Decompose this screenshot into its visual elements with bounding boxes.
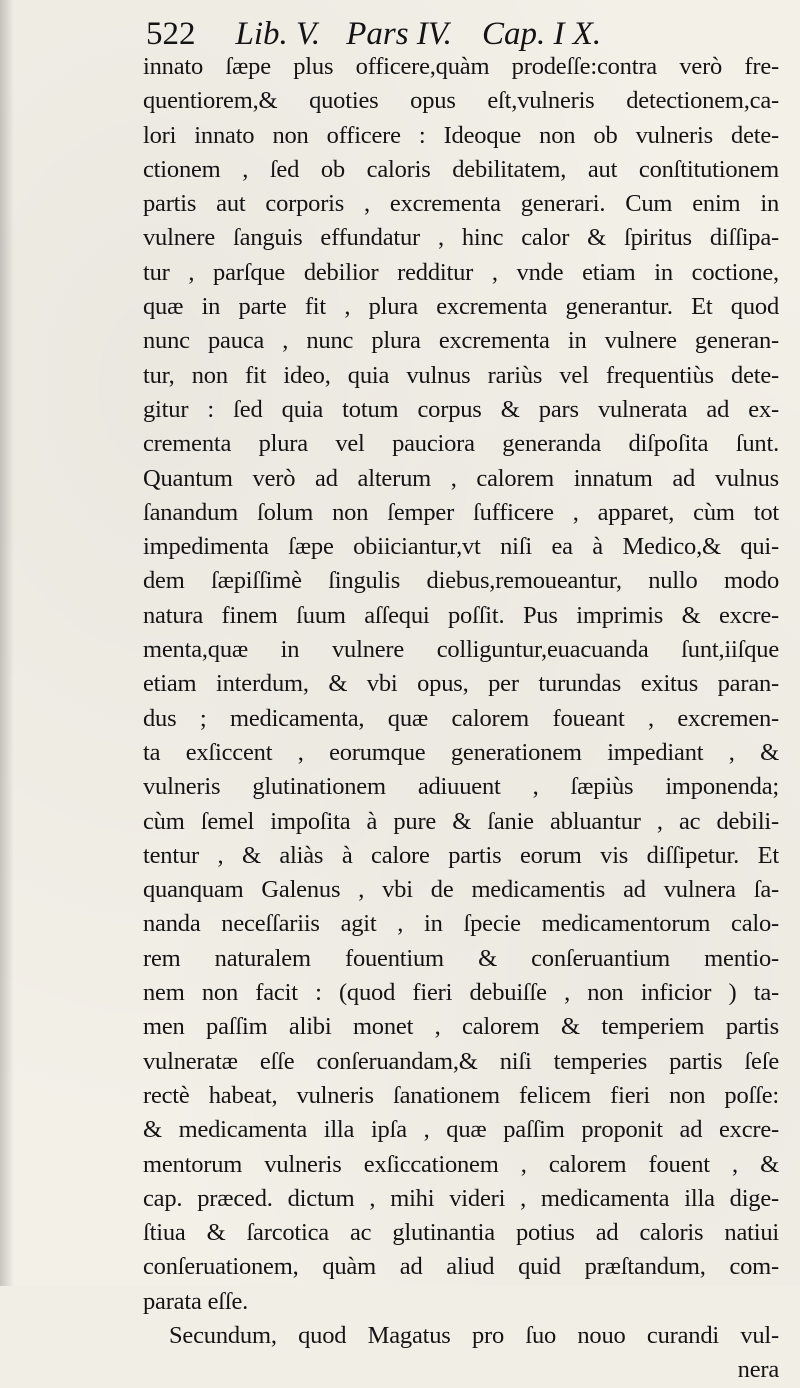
text-line: men paſſim alibi monet , calorem & temperiem partis	[143, 1013, 779, 1041]
text-line: ctionem , ſed ob caloris debilitatem, aut conſtitutionem	[143, 155, 779, 183]
text-line: dem ſæpiſſimè ſingulis diebus,remoueantur, nullo modo	[143, 567, 779, 595]
text-line: partis aut corporis , excrementa generari. Cum enim in	[143, 190, 779, 218]
text-line: impedimenta ſæpe obiiciantur,vt niſi ea à Medico,& qui-	[143, 533, 779, 561]
text-line: cap. præced. dictum , mihi videri , medicamenta illa dige-	[143, 1184, 779, 1212]
text-line: tentur , & aliàs à calore partis eorum vis diſſipetur. Et	[143, 841, 779, 869]
text-line: natura finem ſuum aſſequi poſſit. Pus imprimis & excre-	[143, 601, 779, 629]
body-text	[143, 50, 779, 1388]
text-line: vulnere ſanguis effundatur , hinc calor & ſpiritus diſſipa-	[143, 224, 779, 252]
text-line: nanda neceſſariis agit , in ſpecie medicamentorum calo-	[143, 910, 779, 938]
paragraph-start-line: Secundum, quod Magatus pro ſuo nouo curandi vul-	[169, 1321, 779, 1349]
text-line: lori innato non officere : Ideoque non ob vulneris dete-	[143, 121, 779, 149]
text-line: quanquam Galenus , vbi de medicamentis ad vulnera ſa-	[143, 876, 779, 904]
text-line: etiam interdum, & vbi opus, per turundas exitus paran-	[143, 670, 779, 698]
header-chapter: Cap. I X.	[481, 16, 602, 52]
text-line: quentiorem,& quoties opus eſt,vulneris detectionem,ca-	[143, 87, 779, 115]
catchword: nera	[737, 1356, 779, 1384]
text-line: ſtiua & ſarcotica ac glutinantia potius ad caloris natiui	[143, 1219, 779, 1247]
text-line: vulneris glutinationem adiuuent , ſæpiùs imponenda;	[143, 773, 779, 801]
text-line: quæ in parte fit , plura excrementa generantur. Et quod	[143, 293, 779, 321]
running-header	[146, 14, 601, 54]
text-line: mentorum vulneris exſiccationem , calorem fouent , &	[143, 1150, 779, 1178]
text-line: ta exſiccent , eorumque generationem impediant , &	[143, 738, 779, 766]
paragraph-end-line: parata eſſe.	[143, 1287, 249, 1315]
text-line: ſanandum ſolum non ſemper ſufficere , apparet, cùm tot	[143, 498, 779, 526]
page-number: 522	[146, 16, 196, 52]
text-line: Quantum verò ad alterum , calorem innatum ad vulnus	[143, 464, 779, 492]
binding-gutter-shadow	[0, 0, 14, 1286]
text-line: conſeruationem, quàm ad aliud quid præſtandum, com-	[143, 1253, 779, 1281]
text-line: cùm ſemel impoſita à pure & ſanie abluantur , ac debili-	[143, 807, 779, 835]
text-line: innato ſæpe plus officere,quàm prodeſſe:contra verò fre-	[143, 53, 779, 80]
text-line: menta,quæ in vulnere colliguntur,euacuanda ſunt,iiſque	[143, 636, 779, 664]
text-line: tur, non fit ideo, quia vulnus rariùs vel frequentiùs dete-	[143, 361, 779, 389]
text-line: crementa plura vel pauciora generanda diſpoſita ſunt.	[143, 430, 779, 458]
text-line: rem naturalem fouentium & conſeruantium mentio-	[143, 944, 779, 972]
text-line: rectè habeat, vulneris ſanationem felicem fieri non poſſe:	[143, 1081, 779, 1109]
header-part: Pars IV.	[346, 16, 452, 52]
text-line: nem non facit : (quod fieri debuiſſe , non inficior ) ta-	[143, 979, 779, 1007]
text-line: gitur : ſed quia totum corpus & pars vulnerata ad ex-	[143, 395, 779, 423]
text-line: tur , parſque debilior redditur , vnde etiam in coctione,	[143, 258, 779, 286]
text-line: vulneratæ eſſe conſeruandam,& niſi temperies partis ſeſe	[143, 1047, 779, 1075]
text-line: nunc pauca , nunc plura excrementa in vulnere generan-	[143, 327, 779, 355]
text-line: & medicamenta illa ipſa , quæ paſſim proponit ad excre-	[143, 1116, 779, 1144]
header-book: Lib. V.	[235, 16, 321, 52]
text-line: dus ; medicamenta, quæ calorem foueant , excremen-	[143, 704, 779, 732]
